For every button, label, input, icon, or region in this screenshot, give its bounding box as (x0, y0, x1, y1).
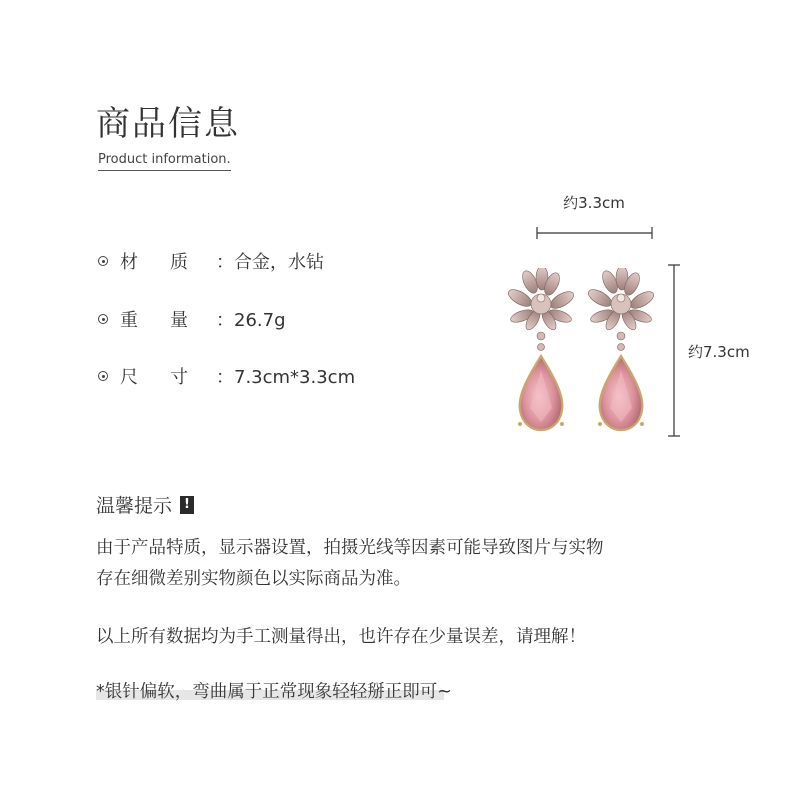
spec-value: ：合金，水钻 (216, 252, 324, 273)
tips-line-1: 由于产品特质，显示器设置，拍摄光线等因素可能导致图片与实物 (96, 538, 604, 558)
spec-label: 尺寸 (120, 367, 220, 388)
spec-label: 重量 (120, 310, 220, 331)
tips-heading (96, 491, 194, 518)
spec-label: 材质 (120, 252, 220, 273)
height-dimension-line (668, 265, 680, 436)
spec-value: ：26.7g (216, 310, 286, 331)
page-subtitle: Product information. (98, 152, 231, 171)
earrings-product-image (500, 268, 660, 440)
tips-line-3: 以上所有数据均为手工测量得出，也许存在少量误差，请理解！ (96, 627, 586, 647)
width-dimension-label: 约3.3cm (563, 194, 625, 212)
right-earring (586, 268, 657, 430)
left-earring (506, 268, 577, 430)
exclamation-icon: ! (180, 496, 194, 514)
tips-note: *银针偏软，弯曲属于正常现象轻轻掰正即可~ (96, 682, 452, 702)
spec-value: ：7.3cm*3.3cm (216, 367, 356, 388)
tips-title: 温馨提示 (96, 495, 173, 517)
width-dimension-line (537, 227, 652, 239)
tips-line-2: 存在细微差别实物颜色以实际商品为准。 (96, 569, 411, 589)
height-dimension-label: 约7.3cm (688, 343, 750, 361)
page-title: 商品信息 (96, 104, 240, 144)
